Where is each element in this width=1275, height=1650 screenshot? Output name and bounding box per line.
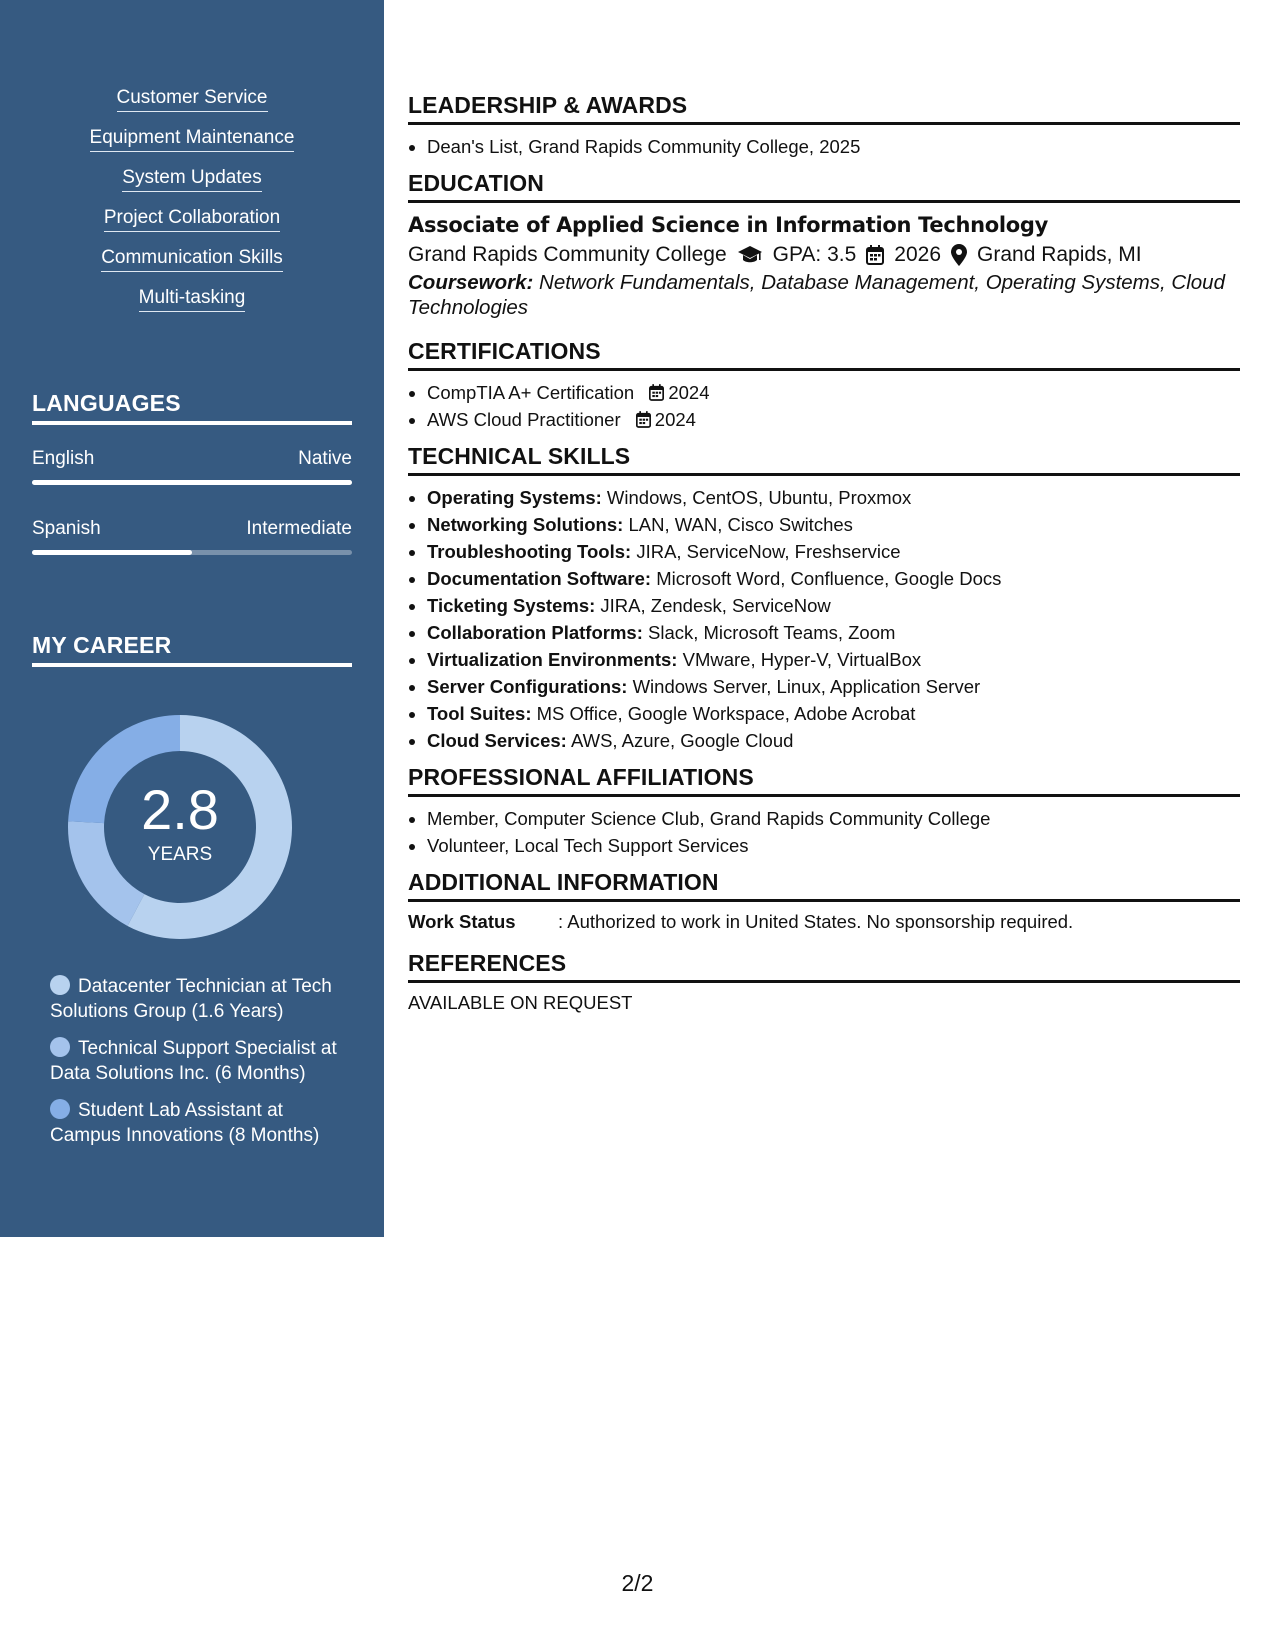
certifications-list — [408, 379, 1240, 433]
language-progress-fill — [32, 550, 192, 555]
certification-year: 2024 — [654, 409, 696, 430]
technical-skill-item — [427, 646, 1240, 673]
technical-skill-item — [427, 592, 1240, 619]
leadership-list — [408, 133, 1240, 160]
language-level: Native — [298, 448, 352, 469]
skill-category: Tool Suites: — [427, 703, 532, 724]
sidebar — [0, 0, 384, 1237]
career-legend-item — [50, 1036, 350, 1086]
skill-category: Cloud Services: — [427, 730, 567, 751]
language-progress-fill — [32, 480, 352, 485]
skill-values: Windows Server, Linux, Application Server — [632, 676, 981, 697]
technical-skills-heading: TECHNICAL SKILLS — [408, 443, 1240, 476]
skill-category: Operating Systems: — [427, 487, 602, 508]
certifications-heading: CERTIFICATIONS — [408, 338, 1240, 371]
career-total-value: 2.8 — [141, 778, 219, 841]
skill-category: Networking Solutions: — [427, 514, 624, 535]
education-heading: EDUCATION — [408, 170, 1240, 203]
skill-category: Documentation Software: — [427, 568, 652, 589]
languages-heading: LANGUAGES — [32, 390, 352, 425]
leadership-heading: LEADERSHIP & AWARDS — [408, 92, 1240, 125]
references-heading: REFERENCES — [408, 950, 1240, 983]
calendar-icon — [649, 384, 664, 401]
school-name: Grand Rapids Community College — [408, 243, 727, 266]
skill-values: LAN, WAN, Cisco Switches — [628, 514, 853, 535]
technical-skill-item — [427, 538, 1240, 565]
skill-link[interactable]: Equipment Maintenance — [90, 126, 295, 152]
technical-skill-item — [427, 673, 1240, 700]
calendar-icon — [636, 411, 651, 428]
page-number: 2/2 — [621, 1570, 654, 1596]
career-entry-text: Student Lab Assistant at Campus Innovations (8 Months) — [50, 1100, 320, 1146]
list-item: • Volunteer, Local Tech Support Services — [427, 832, 1240, 859]
skill-category: Virtualization Environments: — [427, 649, 678, 670]
main-content — [408, 92, 1240, 1015]
career-legend-item — [50, 1098, 350, 1148]
school-location: Grand Rapids, MI — [977, 243, 1142, 266]
references-text: AVAILABLE ON REQUEST — [408, 992, 633, 1013]
affiliations-heading: PROFESSIONAL AFFILIATIONS — [408, 764, 1240, 797]
skill-values: AWS, Azure, Google Cloud — [570, 730, 794, 751]
career-legend — [50, 974, 350, 1160]
certification-name: AWS Cloud Practitioner — [427, 409, 621, 430]
career-donut-chart — [64, 711, 296, 943]
skill-values: JIRA, Zendesk, ServiceNow — [600, 595, 831, 616]
certification-date — [626, 409, 696, 430]
career-heading: MY CAREER — [32, 632, 352, 667]
work-status-value: : Authorized to work in United States. No sponsorship required. — [558, 911, 1074, 932]
coursework-label: Coursework: — [408, 271, 534, 294]
skill-link[interactable]: Multi-tasking — [139, 286, 246, 312]
technical-skill-item — [427, 484, 1240, 511]
skills-list — [0, 86, 384, 326]
career-entry-text: Datacenter Technician at Tech Solutions Group (1.6 Years) — [50, 976, 332, 1022]
language-spanish — [32, 518, 352, 555]
certification-name: CompTIA A+ Certification — [427, 382, 635, 403]
skill-values: MS Office, Google Workspace, Adobe Acrobat — [536, 703, 916, 724]
career-entry-text: Technical Support Specialist at Data Solutions Inc. (6 Months) — [50, 1038, 337, 1084]
skill-link[interactable]: Project Collaboration — [104, 206, 280, 232]
certification-date — [639, 382, 709, 403]
certification-item — [427, 406, 1240, 433]
location-pin-icon — [951, 244, 967, 266]
skill-category: Collaboration Platforms: — [427, 622, 643, 643]
degree-title: Associate of Applied Science in Information Technology — [408, 213, 1049, 237]
skill-category: Server Configurations: — [427, 676, 628, 697]
work-status-label: Work Status — [408, 911, 516, 932]
skill-category: Troubleshooting Tools: — [427, 541, 632, 562]
work-status-row — [408, 910, 1240, 934]
list-item: • Dean's List, Grand Rapids Community College, 2025 — [427, 133, 1240, 160]
additional-info-heading: ADDITIONAL INFORMATION — [408, 869, 1240, 902]
technical-skill-item — [427, 565, 1240, 592]
skill-category: Ticketing Systems: — [427, 595, 596, 616]
coursework-list: Network Fundamentals, Database Management, Operating Systems, Cloud Technologies — [408, 271, 1225, 319]
language-progress-bar — [32, 480, 352, 485]
language-name: English — [32, 448, 95, 469]
technical-skills-list — [408, 484, 1240, 754]
skill-link[interactable]: System Updates — [122, 166, 261, 192]
language-name: Spanish — [32, 518, 101, 539]
certification-year: 2024 — [668, 382, 710, 403]
legend-dot-icon — [50, 1099, 70, 1119]
coursework — [408, 270, 1240, 320]
career-legend-item — [50, 974, 350, 1024]
technical-skill-item — [427, 700, 1240, 727]
legend-dot-icon — [50, 975, 70, 995]
language-progress-bar — [32, 550, 352, 555]
technical-skill-item — [427, 619, 1240, 646]
skill-link[interactable]: Communication Skills — [101, 246, 283, 272]
career-donut-center — [64, 711, 296, 943]
skill-values: VMware, Hyper-V, VirtualBox — [682, 649, 922, 670]
career-total-unit: YEARS — [147, 844, 213, 865]
certification-item — [427, 379, 1240, 406]
calendar-icon — [866, 245, 884, 265]
skill-values: Microsoft Word, Confluence, Google Docs — [656, 568, 1002, 589]
skill-link[interactable]: Customer Service — [117, 86, 268, 112]
technical-skill-item — [427, 511, 1240, 538]
graduation-cap-icon — [737, 245, 763, 265]
language-english — [32, 448, 352, 485]
technical-skill-item — [427, 727, 1240, 754]
gpa: GPA: 3.5 — [772, 243, 857, 266]
list-item: • Member, Computer Science Club, Grand Rapids Community College — [427, 805, 1240, 832]
language-level: Intermediate — [246, 518, 352, 539]
education-details — [408, 239, 1240, 270]
skill-values: Slack, Microsoft Teams, Zoom — [648, 622, 896, 643]
graduation-year: 2026 — [894, 243, 942, 266]
affiliations-list — [408, 805, 1240, 859]
legend-dot-icon — [50, 1037, 70, 1057]
skill-values: Windows, CentOS, Ubuntu, Proxmox — [606, 487, 912, 508]
skill-values: JIRA, ServiceNow, Freshservice — [636, 541, 901, 562]
